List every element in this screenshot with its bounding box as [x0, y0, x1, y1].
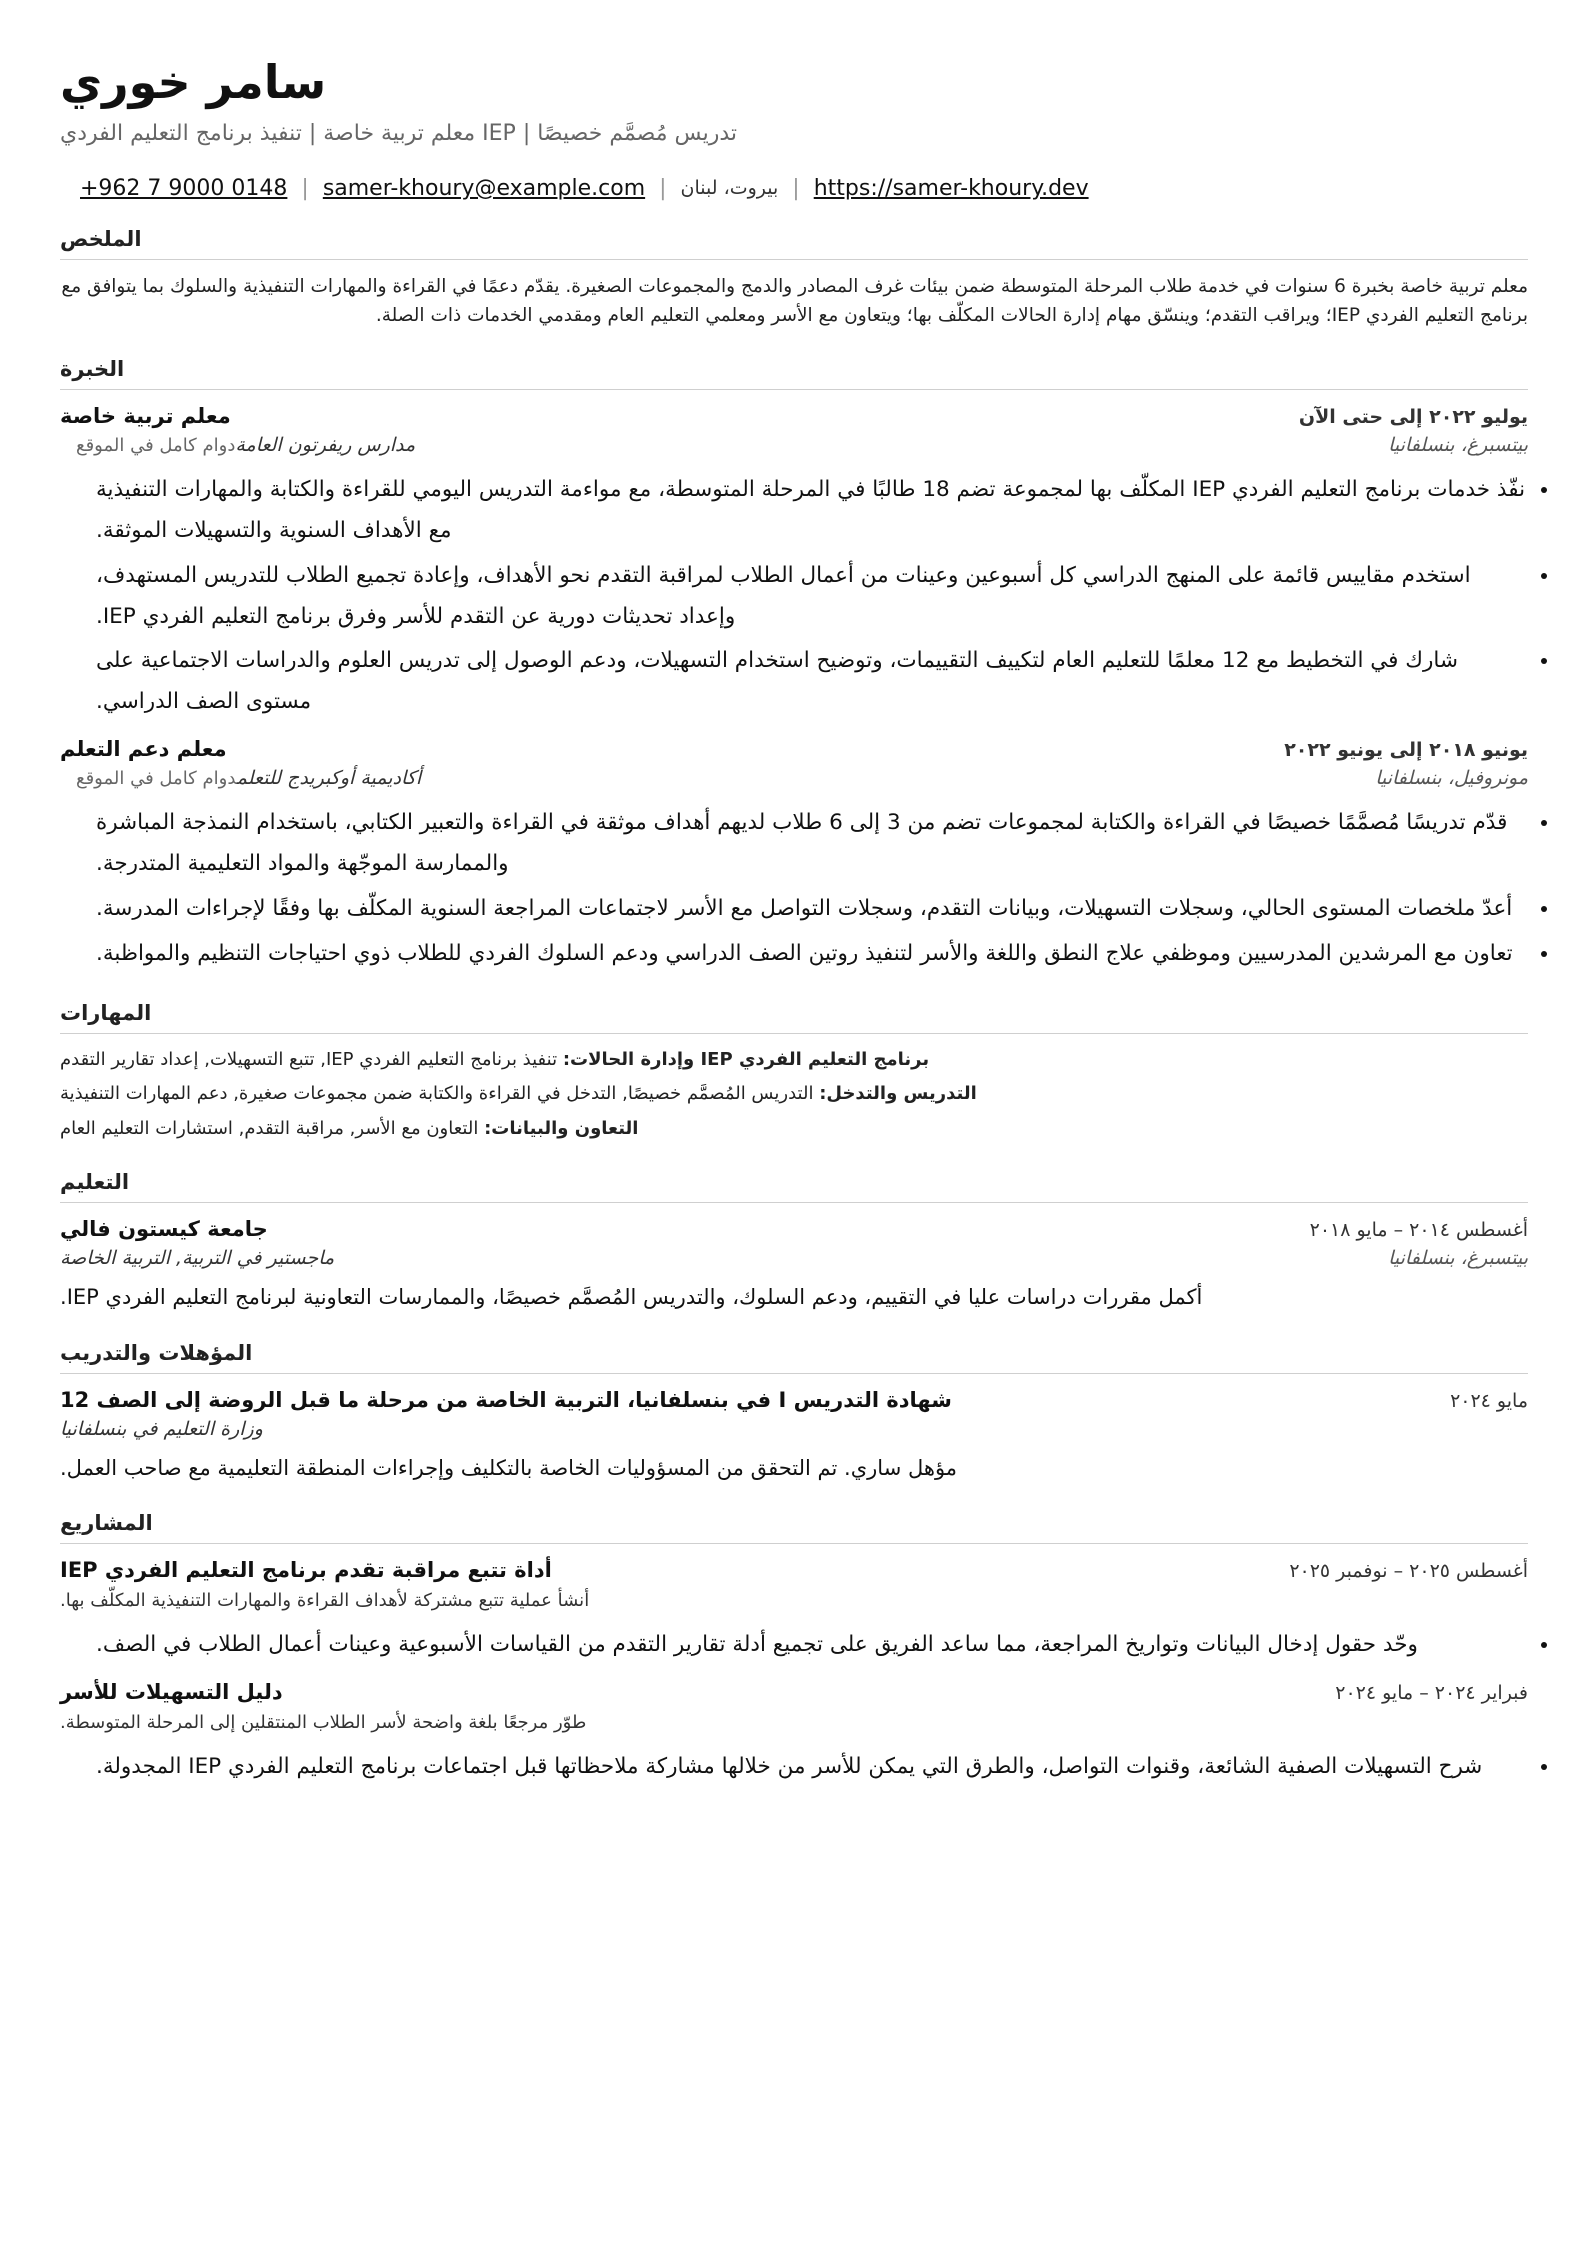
skill-text: تنفيذ برنامج التعليم الفردي IEP, تتبع التسهيلات, إعداد تقارير التقدم [60, 1048, 558, 1070]
certification-date: مايو ٢٠٢٤ [1450, 1389, 1528, 1412]
contact-separator: | [792, 175, 800, 201]
summary-text: معلم تربية خاصة بخبرة 6 سنوات في خدمة طلاب المرحلة المتوسطة ضمن بيئات غرف المصادر والدمج والمجموعات الصغيرة. يقدّم دعمًا في القراءة والمهارات التنفيذية والسلوك بما يتوافق مع برنامج التعليم الفردي IEP؛ ويراقب التقدم؛ وينسّق مهام إدارة الحالات المكلّف بها؛ ويتعاون مع الأسر ومعلمي التعليم العام ومقدمي الخدمات ذات الصلة. [61, 275, 1528, 327]
contact-separator: | [301, 175, 309, 201]
section-title: المهارات [60, 1001, 1528, 1034]
list-item: • استخدم مقاييس قائمة على المنهج الدراسي كل أسبوعين وعينات من أعمال الطلاب لمراقبة التقدم نحو الأهداف، وإعادة تجميع الطلاب للتدريس المستهدف، وإعداد تحديثات دورية عن التقدم للأسر وفرق برنامج التعليم الفردي IEP. [96, 556, 1528, 638]
education-desc: أكمل مقررات دراسات عليا في التقييم، ودعم السلوك، والتدريس المُصمَّم خصيصًا، والممارسات التعاونية لبرنامج التعليم الفردي IEP. [60, 1284, 1203, 1309]
list-item: • شرح التسهيلات الصفية الشائعة، وقنوات التواصل، والطرق التي يمكن للأسر من خلالها مشاركة ملاحظاتها قبل اجتماعات برنامج التعليم الفردي IEP المجدولة. [96, 1747, 1528, 1788]
project-date: فبراير ٢٠٢٤ – مايو ٢٠٢٤ [1335, 1681, 1528, 1704]
list-item: • قدّم تدريسًا مُصمَّمًا خصيصًا في القراءة والكتابة لمجموعات تضم من 3 إلى 6 طلاب لديهم أهداف موثقة في القراءة والتعبير الكتابي، باستخدام النمذجة المباشرة والممارسة الموجّهة والمواد التعليمية المتدرجة. [96, 803, 1528, 885]
job-date: يوليو ٢٠٢٢ إلى حتى الآن [1298, 406, 1528, 429]
education-place: بيتسبرغ، بنسلفانيا [1388, 1246, 1528, 1269]
education-section [60, 1170, 1528, 1315]
website-link[interactable]: https://samer-khoury.dev [813, 175, 1089, 201]
experience-section [60, 357, 1528, 974]
section-title: التعليم [60, 1170, 1528, 1203]
certification-entry [60, 1388, 1528, 1486]
job-title: معلم تربية خاصة [60, 404, 231, 429]
skill-line [60, 1046, 1528, 1075]
contact-separator: | [659, 175, 667, 201]
job-org: أكاديمية أوكبريدج للتعلم [236, 767, 422, 790]
skill-label: التعاون والبيانات: [484, 1118, 639, 1140]
certification-desc: مؤهل ساري. تم التحقق من المسؤوليات الخاصة بالتكليف وإجراءات المنطقة التعليمية مع صاحب العمل. [60, 1455, 958, 1480]
project-title: أداة تتبع مراقبة تقدم برنامج التعليم الفردي IEP [60, 1558, 552, 1583]
location-text: بيروت، لبنان [680, 177, 779, 200]
project-bullets [60, 1625, 1528, 1666]
job-place: مونروفيل، بنسلفانيا [1375, 767, 1528, 790]
school-name: جامعة كيستون فالي [60, 1216, 268, 1241]
contact-bar [60, 176, 1528, 201]
projects-section [60, 1511, 1528, 1788]
headline: تدريس مُصمَّم خصيصًا | IEP معلم تربية خاصة | تنفيذ برنامج التعليم الفردي [60, 120, 737, 146]
job-bullets [60, 470, 1528, 723]
job-org: مدارس ريفرتون العامة [235, 434, 416, 457]
project-title: دليل التسهيلات للأسر [60, 1679, 283, 1704]
skill-text: التعاون مع الأسر, مراقبة التقدم, استشارات التعليم العام [60, 1118, 479, 1140]
section-title: المشاريع [60, 1511, 1528, 1544]
job-place: بيتسبرغ، بنسلفانيا [1388, 434, 1528, 457]
project-bullets [60, 1747, 1528, 1788]
list-item: • أعدّ ملخصات المستوى الحالي، وسجلات التسهيلات، وبيانات التقدم، وسجلات التواصل مع الأسر لاجتماعات المراجعة السنوية المكلّف بها وفقًا لإجراءات المدرسة. [96, 889, 1528, 930]
section-title: الخبرة [60, 357, 1528, 390]
education-entry [60, 1217, 1528, 1315]
job-date: يونيو ٢٠١٨ إلى يونيو ٢٠٢٢ [1284, 739, 1528, 762]
project-date: أغسطس ٢٠٢٥ – نوفمبر ٢٠٢٥ [1289, 1560, 1528, 1583]
phone-link[interactable]: +962 7 9000 0148 [80, 175, 288, 201]
job-type: دوام كامل في الموقع [76, 435, 236, 457]
project-desc: أنشأ عملية تتبع مشتركة لأهداف القراءة والمهارات التنفيذية المكلّف بها. [60, 1590, 590, 1612]
project-entry [60, 1680, 1528, 1788]
certification-issuer: وزارة التعليم في بنسلفانيا [60, 1417, 263, 1440]
project-desc: طوّر مرجعًا بلغة واضحة لأسر الطلاب المنتقلين إلى المرحلة المتوسطة. [60, 1711, 587, 1733]
education-date: أغسطس ٢٠١٤ – مايو ٢٠١٨ [1309, 1218, 1528, 1241]
project-entry [60, 1558, 1528, 1666]
list-item: • وحّد حقول إدخال البيانات وتواريخ المراجعة، مما ساعد الفريق على تجميع أدلة تقارير التقدم من القياسات الأسبوعية وعينات أعمال الطلاب في الصف. [96, 1625, 1528, 1666]
email-link[interactable]: samer-khoury@example.com [322, 175, 646, 201]
skill-label: برنامج التعليم الفردي IEP وإدارة الحالات: [562, 1048, 930, 1070]
skill-line [60, 1115, 1528, 1144]
job-entry [60, 737, 1528, 974]
skill-label: التدريس والتدخل: [819, 1083, 977, 1105]
list-item: • تعاون مع المرشدين المدرسيين وموظفي علاج النطق واللغة والأسر لتنفيذ روتين الصف الدراسي ودعم السلوك الفردي للطلاب ذوي احتياجات التنظيم والمواظبة. [96, 934, 1528, 975]
job-title: معلم دعم التعلم [60, 737, 227, 762]
job-entry [60, 404, 1528, 723]
section-title: المؤهلات والتدريب [60, 1341, 1528, 1374]
skill-text: التدريس المُصمَّم خصيصًا, التدخل في القراءة والكتابة ضمن مجموعات صغيرة, دعم المهارات التنفيذية [60, 1083, 814, 1105]
candidate-name: سامر خوري [60, 55, 327, 109]
summary-section [60, 227, 1528, 331]
skills-section [60, 1001, 1528, 1144]
certification-name: شهادة التدريس I في بنسلفانيا، التربية الخاصة من مرحلة ما قبل الروضة إلى الصف 12 [60, 1387, 952, 1412]
skill-line [60, 1080, 1528, 1109]
certifications-section [60, 1341, 1528, 1486]
job-bullets [60, 803, 1528, 974]
job-type: دوام كامل في الموقع [76, 768, 237, 790]
section-title: الملخص [60, 227, 1528, 260]
list-item: • شارك في التخطيط مع 12 معلمًا للتعليم العام لتكييف التقييمات، وتوضيح استخدام التسهيلات، ودعم الوصول إلى تدريس العلوم والدراسات الاجتماعية على مستوى الصف الدراسي. [96, 641, 1528, 723]
list-item: • نفّذ خدمات برنامج التعليم الفردي IEP المكلّف بها لمجموعة تضم 18 طالبًا في المرحلة المتوسطة، مع مواءمة التدريس اليومي للقراءة والكتابة والمهارات التنفيذية مع الأهداف السنوية والتسهيلات الموثقة. [96, 470, 1528, 552]
degree: ماجستير في التربية, التربية الخاصة [60, 1246, 335, 1269]
